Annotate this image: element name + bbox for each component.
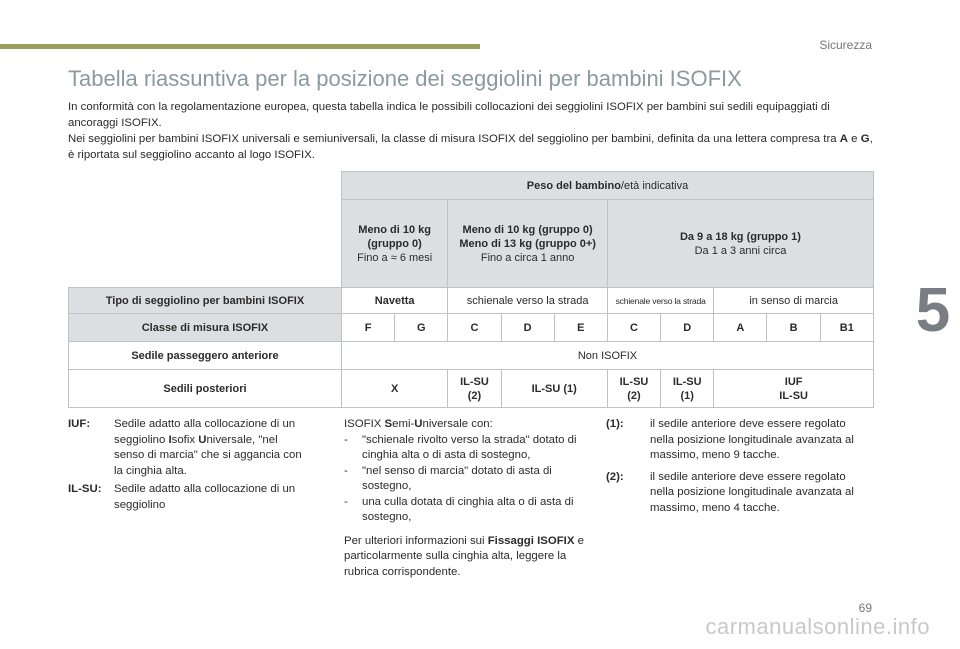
rear-seat-ilsu-2 <box>448 370 501 408</box>
rear-seat-x: X <box>341 370 447 408</box>
more-info-link-text: Fissaggi ISOFIX <box>487 534 575 547</box>
legend-text: niversale, "nel senso di marcia" che si aggancia con la cinghia alta. <box>114 433 302 477</box>
table-row <box>69 314 874 342</box>
seat-type-rear-facing-small: schienale verso la strada <box>607 288 713 314</box>
footnote-text: il sedile anteriore deve essere regolato nella posizione longitudinale avanzata al massimo, meno 4 tacche. <box>650 470 854 514</box>
size-class-cell: G <box>395 314 448 342</box>
legend-letter: I <box>344 418 348 430</box>
rear-seat-ilsu-1-b <box>661 370 714 408</box>
intro-letter-a: A <box>839 133 849 145</box>
group-age: Da 1 a 3 anni circa <box>694 244 787 257</box>
rear-seat-note: (2) <box>627 389 641 402</box>
list-item: - "nel senso di marcia" dotato di asta di sostegno, <box>344 464 552 492</box>
size-class-cell: E <box>554 314 607 342</box>
legend-definition <box>114 417 308 479</box>
more-info <box>344 534 592 581</box>
row-label-size-class: Classe di misura ISOFIX <box>69 314 342 342</box>
legend-definition: Sedile adatto alla collocazione di un seggiolino <box>114 483 296 511</box>
list-item-text: una culla dotata di cinghia alta o di asta di sostegno, <box>362 495 574 523</box>
list-item-text: "schienale rivolto verso la strada" dotato di cinghia alta o di asta di sostegno, <box>362 433 577 461</box>
list-item-text: "nel senso di marcia" dotato di asta di sostegno, <box>362 464 552 492</box>
size-class-cell: C <box>448 314 501 342</box>
intro-letter-g: G <box>860 133 870 145</box>
row-label-front-seat: Sedile passeggero anteriore <box>69 342 342 370</box>
table-row <box>69 288 874 314</box>
more-info-text: Per ulteriori informazioni sui <box>344 534 488 547</box>
footnote-text: il sedile anteriore deve essere regolato nella posizione longitudinale avanzata al massimo, meno 9 tacche. <box>650 418 854 461</box>
footnote-1 <box>606 417 872 464</box>
group-label: (gruppo 0) <box>367 237 422 250</box>
legend-letter: U <box>414 418 423 430</box>
intro-text-part: , è riportata sul seggiolino accanto al logo ISOFIX. <box>68 133 873 161</box>
group-0plus-header <box>448 200 608 288</box>
group-1-header <box>607 200 873 288</box>
semi-universal-intro <box>344 417 592 433</box>
weight-header-bold: Peso del bambino <box>526 179 621 192</box>
semi-universal-list <box>344 433 592 526</box>
seat-type-navetta: Navetta <box>341 288 447 314</box>
list-item: - "schienale rivolto verso la strada" dotato di cinghia alta o di asta di sostegno, <box>344 433 577 461</box>
table-row <box>69 370 874 408</box>
group-label: Meno di 13 kg (gruppo 0+) <box>459 237 596 250</box>
rear-seat-code: IUF <box>784 375 803 388</box>
legend-letter: I <box>168 433 172 446</box>
legend-ilsu <box>68 482 308 513</box>
intro-paragraph-2 <box>68 131 880 163</box>
page-number: 69 <box>858 601 872 615</box>
rear-seat-note: (1) <box>680 389 694 402</box>
intro-text <box>68 99 880 163</box>
rear-seat-code: IL-SU <box>672 375 702 388</box>
legend-text: niversale con: <box>422 418 493 430</box>
weight-header <box>341 172 873 200</box>
section-label: Sicurezza <box>819 38 872 52</box>
group-age: Fino a ≈ 6 mesi <box>357 251 433 264</box>
footnote-marker: (2): <box>606 470 624 483</box>
row-label-rear-seats: Sedili posteriori <box>69 370 342 408</box>
group-label: Meno di 10 kg (gruppo 0) <box>462 223 593 236</box>
table-row <box>69 172 874 200</box>
intro-text-part: e <box>848 133 861 145</box>
intro-paragraph-1: In conformità con la regolamentazione europea, questa tabella indica le possibili collocazioni dei seggiolini ISOFIX per bambini sui sedili equipaggiati di ancoraggi ISOFIX. <box>68 101 830 129</box>
list-item: - una culla dotata di cinghia alta o di asta di sostegno, <box>344 495 574 523</box>
chapter-number: 5 <box>915 275 951 345</box>
footnote-marker: (1): <box>606 418 624 430</box>
accent-bar <box>0 44 480 49</box>
size-class-cell: C <box>607 314 660 342</box>
group-0-header <box>341 200 447 288</box>
legend-term: IUF: <box>68 418 91 430</box>
legend-text: sofix <box>171 433 199 446</box>
size-class-cell: A <box>714 314 767 342</box>
group-age: Fino a circa 1 anno <box>480 251 575 264</box>
table-row <box>69 200 874 288</box>
rear-seat-ilsu-1: IL-SU (1) <box>501 370 607 408</box>
table-cell-empty <box>69 200 342 288</box>
more-info-text: e particolarmente sulla cinghia alta, leggere la rubrica corrispondente. <box>344 534 584 578</box>
footnotes <box>606 417 872 522</box>
rear-seat-code: IL-SU <box>460 375 489 388</box>
group-label: Meno di 10 kg <box>358 223 432 236</box>
legend-term: IL-SU: <box>68 483 102 495</box>
legend-letter: S <box>384 418 393 430</box>
size-class-cell: F <box>341 314 394 342</box>
size-class-cell: B <box>767 314 820 342</box>
rear-seat-code: IL-SU <box>779 389 808 402</box>
footnote-2 <box>606 470 872 517</box>
rear-seat-note: (2) <box>467 389 482 402</box>
rear-seat-code: IL-SU <box>619 375 649 388</box>
row-label-seat-type: Tipo di seggiolino per bambini ISOFIX <box>69 288 342 314</box>
table-cell-empty <box>69 172 342 200</box>
table-row <box>69 342 874 370</box>
legend-iuf <box>68 417 308 479</box>
semi-universal-notes <box>344 417 592 580</box>
isofix-table <box>68 171 874 408</box>
legend-text: emi- <box>392 418 415 430</box>
legend-text: SOFIX <box>347 418 385 430</box>
size-class-cell: B1 <box>820 314 873 342</box>
size-class-cell: D <box>501 314 554 342</box>
group-label: Da 9 a 18 kg (gruppo 1) <box>679 230 801 243</box>
seat-type-rear-facing: schienale verso la strada <box>448 288 608 314</box>
size-class-cell: D <box>661 314 714 342</box>
page-title: Tabella riassuntiva per la posizione dei seggiolini per bambini ISOFIX <box>68 66 742 91</box>
legend-letter: U <box>198 433 207 446</box>
seat-type-forward: in senso di marcia <box>714 288 874 314</box>
weight-header-rest: /età indicativa <box>620 179 689 192</box>
legend-abbreviations <box>68 417 308 516</box>
intro-text-part: Nei seggiolini per bambini ISOFIX universali e semiuniversali, la classe di misura ISOFIX del seggiolino per bambini, definita da una lettera compresa tra <box>68 133 840 145</box>
front-seat-value: Non ISOFIX <box>341 342 873 370</box>
rear-seat-iuf <box>714 370 874 408</box>
rear-seat-ilsu-2-b <box>607 370 660 408</box>
legend-text: Sedile adatto alla collocazione di un seggiolino <box>114 418 296 446</box>
watermark: carmanualsonline.info <box>705 614 930 639</box>
